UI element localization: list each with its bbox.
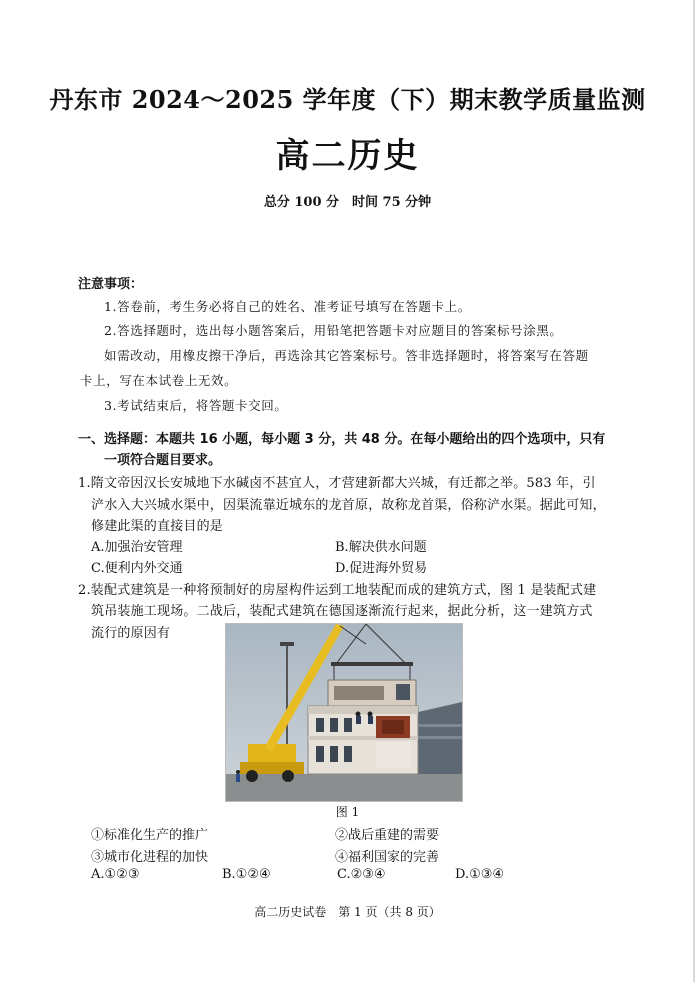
exam-meta: 总分 100 分 时间 75 分钟 [263, 195, 432, 210]
q2-statement-3: ③城市化进程的加快 [91, 850, 209, 865]
notice-line: 如需改动，用橡皮擦干净后，再选涂其它答案标号。答非选择题时，将答案写在答题 [104, 348, 589, 363]
q2-option-c[interactable]: C.②③④ [337, 867, 386, 882]
notice-line: 卡上，写在本试卷上无效。 [80, 373, 238, 388]
notice-line: 3.考试结束后，将答题卡交回。 [104, 398, 288, 413]
q1-option-a[interactable]: A.加强治安管理 [91, 540, 183, 555]
question-1-line: 1.隋文帝因汉长安城地下水碱卤不甚宜人，才营建新都大兴城，有迁都之举。583 年，引 [78, 476, 596, 491]
q1-option-d[interactable]: D.促进海外贸易 [335, 561, 428, 576]
notice-line: 1.答卷前，考生务必将自己的姓名、准考证号填写在答题卡上。 [104, 299, 471, 314]
q2-statement-2: ②战后重建的需要 [335, 828, 440, 843]
q2-option-d[interactable]: D.①③④ [455, 867, 505, 882]
q2-option-b[interactable]: B.①②④ [222, 867, 271, 882]
notice-heading: 注意事项： [78, 277, 144, 292]
q2-statement-4: ④福利国家的完善 [335, 850, 440, 865]
exam-title: 丹东市 2024～2025 学年度（下）期末教学质量监测 [49, 85, 646, 114]
q2-statement-1: ①标准化生产的推广 [91, 828, 209, 843]
q1-option-b[interactable]: B.解决供水问题 [335, 540, 427, 555]
page-footer: 高二历史试卷 第 1 页（共 8 页） [254, 905, 441, 919]
section-heading-cont: 一项符合题目要求。 [104, 453, 222, 468]
section-heading: 一、选择题：本题共 16 小题，每小题 3 分，共 48 分。在每小题给出的四个选项中，只有 [78, 432, 606, 447]
construction-photo [225, 623, 463, 802]
q2-option-a[interactable]: A.①②③ [91, 867, 140, 882]
q1-option-c[interactable]: C.便利内外交通 [91, 561, 183, 576]
question-2-line: 流行的原因有 [91, 626, 171, 641]
question-2-line: 筑吊装施工现场。二战后，装配式建筑在德国逐渐流行起来，据此分析，这一建筑方式 [91, 604, 593, 619]
notice-line: 2.答选择题时，选出每小题答案后，用铅笔把答题卡对应题目的答案标号涂黑。 [104, 323, 563, 338]
question-1-line: 修建此渠的直接目的是 [91, 519, 224, 534]
figure-caption: 图 1 [335, 805, 360, 819]
subject-title: 高二历史 [275, 136, 420, 176]
question-1-line: 浐水入大兴城水渠中，因渠流靠近城东的龙首原，故称龙首渠，俗称浐水渠。据此可知， [91, 498, 606, 513]
question-2-line: 2.装配式建筑是一种将预制好的房屋构件运到工地装配而成的建筑方式，图 1 是装配式建 [78, 583, 597, 598]
